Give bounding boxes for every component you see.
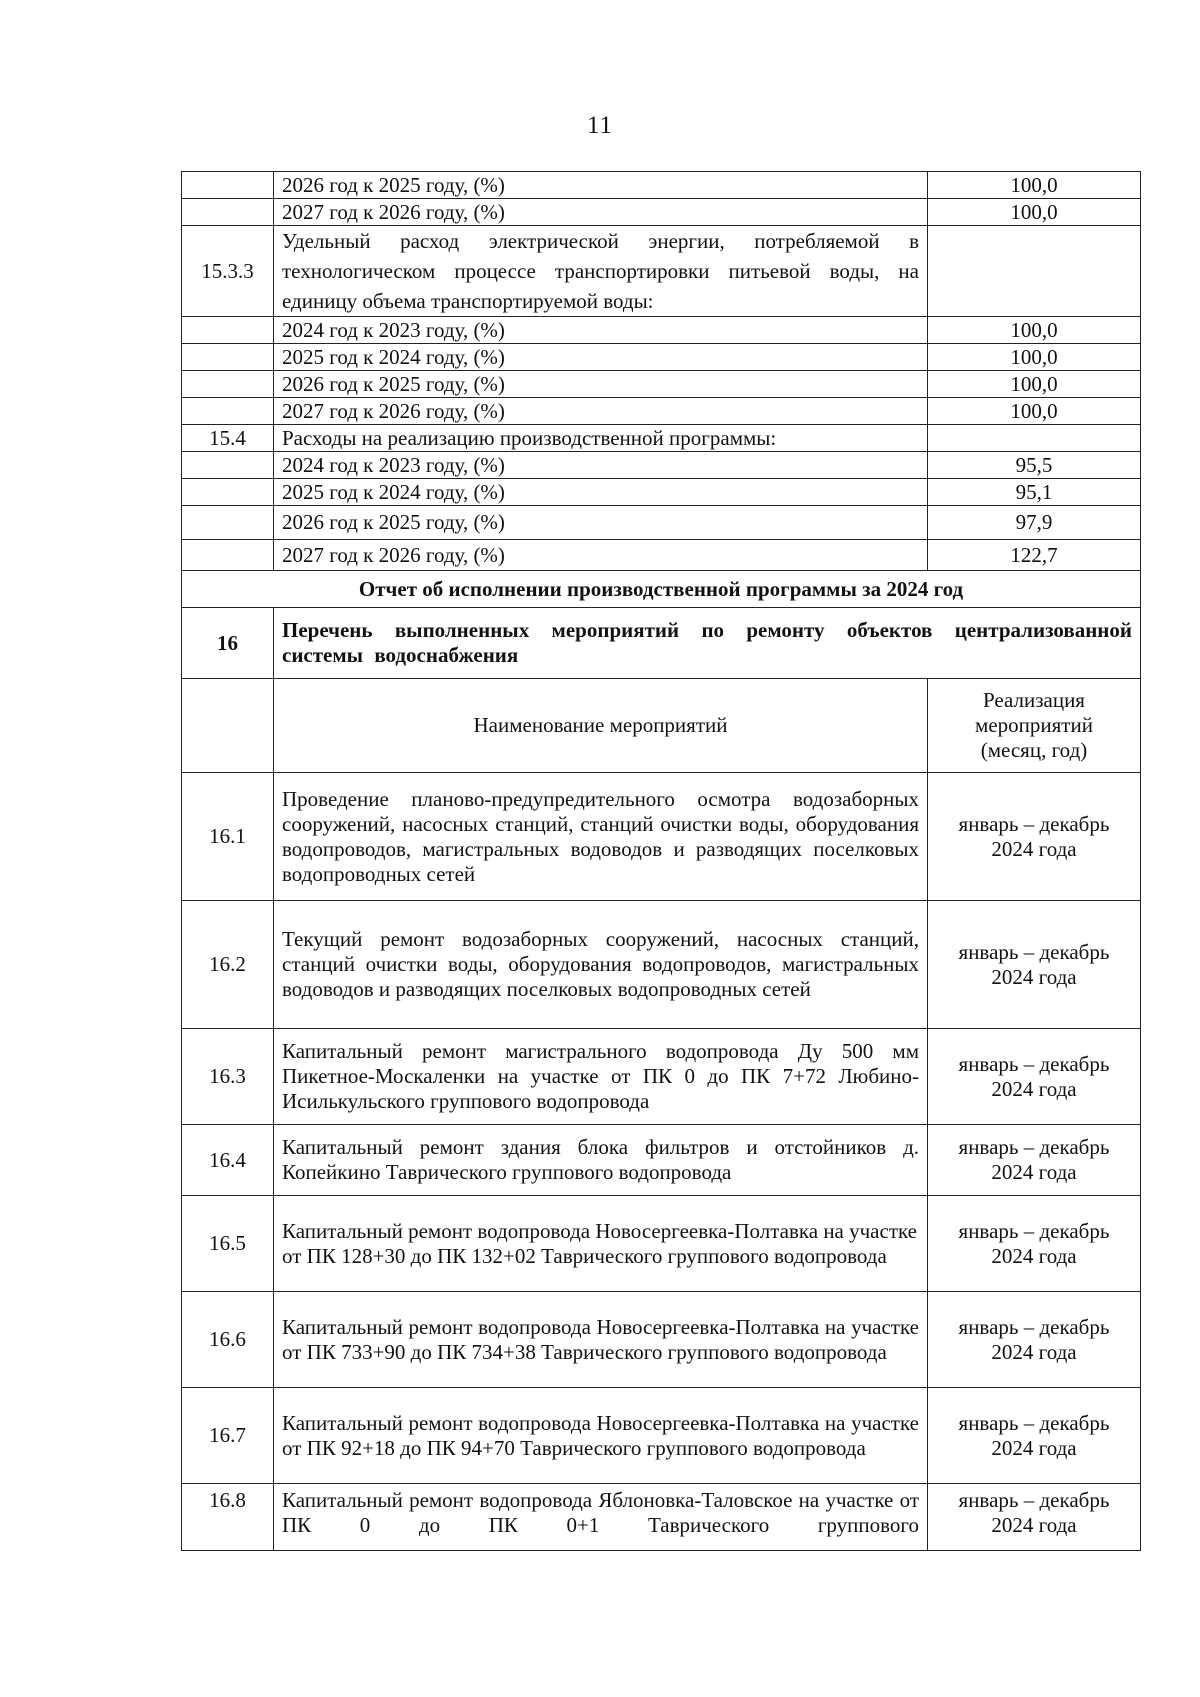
row-label: 2024 год к 2023 году, (%) (274, 317, 928, 344)
row-number: 16.1 (182, 773, 274, 901)
table-row (182, 479, 1141, 506)
row-label: Капитальный ремонт здания блока фильтров и отстойников д. Копейкино Таврического группового водопровода (274, 1125, 928, 1196)
row-label: 2027 год к 2026 году, (%) (274, 199, 928, 226)
row-value: 100,0 (928, 398, 1141, 425)
row-period: январь – декабрь 2024 года (928, 1388, 1141, 1484)
row-value: 100,0 (928, 199, 1141, 226)
row-label: 2025 год к 2024 году, (%) (274, 479, 928, 506)
row-value: 97,9 (928, 506, 1141, 540)
table-row (182, 773, 1141, 901)
table-row (182, 226, 1141, 317)
row-number: 16.8 (182, 1484, 274, 1551)
row-value: 100,0 (928, 344, 1141, 371)
section-title-row (182, 571, 1141, 608)
row-label: Капитальный ремонт магистрального водопровода Ду 500 мм Пикетное-Москаленки на участке от ПК 0 до ПК 7+72 Любино-Исилькульского группового водопровода (274, 1029, 928, 1125)
row-value: 100,0 (928, 172, 1141, 199)
header-name: Наименование мероприятий (274, 679, 928, 773)
row-value: 95,5 (928, 452, 1141, 479)
table-row (182, 172, 1141, 199)
row-value: 122,7 (928, 540, 1141, 571)
row-number: 16 (182, 608, 274, 679)
table-row (182, 199, 1141, 226)
table-row (182, 901, 1141, 1029)
table-row (182, 1292, 1141, 1388)
table-row (182, 371, 1141, 398)
row-label: 2026 год к 2025 году, (%) (274, 506, 928, 540)
row-label: Капитальный ремонт водопровода Новосергеевка-Полтавка на участке от ПК 92+18 до ПК 94+70 Таврического группового водопровода (274, 1388, 928, 1484)
table-row (182, 1388, 1141, 1484)
row-label: 2024 год к 2023 году, (%) (274, 452, 928, 479)
table-row (182, 1029, 1141, 1125)
table-row (182, 1125, 1141, 1196)
row-label: 2026 год к 2025 году, (%) (274, 371, 928, 398)
row-label: 2026 год к 2025 году, (%) (274, 172, 928, 199)
row-label: 2027 год к 2026 году, (%) (274, 398, 928, 425)
row-label: 2027 год к 2026 году, (%) (274, 540, 928, 571)
row-value (928, 226, 1141, 317)
row-number: 16.2 (182, 901, 274, 1029)
table-row (182, 1196, 1141, 1292)
row-value (928, 425, 1141, 452)
row-period: январь – декабрь 2024 года (928, 773, 1141, 901)
row-period: январь – декабрь 2024 года (928, 1125, 1141, 1196)
row-number: 15.4 (182, 425, 274, 452)
row-period: январь – декабрь 2024 года (928, 1029, 1141, 1125)
table-row (182, 540, 1141, 571)
row-number: 16.5 (182, 1196, 274, 1292)
row-number: 16.7 (182, 1388, 274, 1484)
row-number: 16.3 (182, 1029, 274, 1125)
table-row (182, 608, 1141, 679)
header-period: Реализация мероприятий (месяц, год) (928, 679, 1141, 773)
row-label: Капитальный ремонт водопровода Яблоновка-Таловское на участке от ПК 0 до ПК 0+1 Таврического группового (274, 1484, 928, 1551)
row-number (182, 172, 274, 199)
table-row (182, 344, 1141, 371)
row-period: январь – декабрь 2024 года (928, 901, 1141, 1029)
row-label: Текущий ремонт водозаборных сооружений, насосных станций, станций очистки воды, оборудования водопроводов, магистральных водоводов и разводящих поселковых водопроводных сетей (274, 901, 928, 1029)
row-value: 100,0 (928, 371, 1141, 398)
row-label: Перечень выполненных мероприятий по ремонту объектов централизованной системы водоснабжения (274, 608, 1141, 679)
row-label: Капитальный ремонт водопровода Новосергеевка-Полтавка на участке от ПК 733+90 до ПК 734+38 Таврического группового водопровода (274, 1292, 928, 1388)
table-row (182, 425, 1141, 452)
row-period: январь – декабрь 2024 года (928, 1196, 1141, 1292)
row-period: январь – декабрь 2024 года (928, 1484, 1141, 1551)
table-row (182, 452, 1141, 479)
report-table (181, 171, 1141, 1551)
row-label: Расходы на реализацию производственной программы: (274, 425, 928, 452)
table-row (182, 398, 1141, 425)
table-row (182, 506, 1141, 540)
row-label: Удельный расход электрической энергии, потребляемой в технологическом процессе транспортировки питьевой воды, на единицу объема транспортируемой воды: (274, 226, 928, 317)
section-title: Отчет об исполнении производственной программы за 2024 год (182, 571, 1141, 608)
row-number: 15.3.3 (182, 226, 274, 317)
page-number: 11 (586, 112, 614, 139)
row-label: Проведение планово-предупредительного осмотра водозаборных сооружений, насосных станций, станций очистки воды, оборудования водопроводов, магистральных водоводов и разводящих поселковых водопроводных сетей (274, 773, 928, 901)
row-label: Капитальный ремонт водопровода Новосергеевка-Полтавка на участке от ПК 128+30 до ПК 132+02 Таврического группового водопровода (274, 1196, 928, 1292)
column-header-row (182, 679, 1141, 773)
row-number: 16.4 (182, 1125, 274, 1196)
row-value: 100,0 (928, 317, 1141, 344)
row-number: 16.6 (182, 1292, 274, 1388)
table-row (182, 317, 1141, 344)
table-row (182, 1484, 1141, 1551)
row-period: январь – декабрь 2024 года (928, 1292, 1141, 1388)
row-label: 2025 год к 2024 году, (%) (274, 344, 928, 371)
row-number (182, 199, 274, 226)
row-value: 95,1 (928, 479, 1141, 506)
